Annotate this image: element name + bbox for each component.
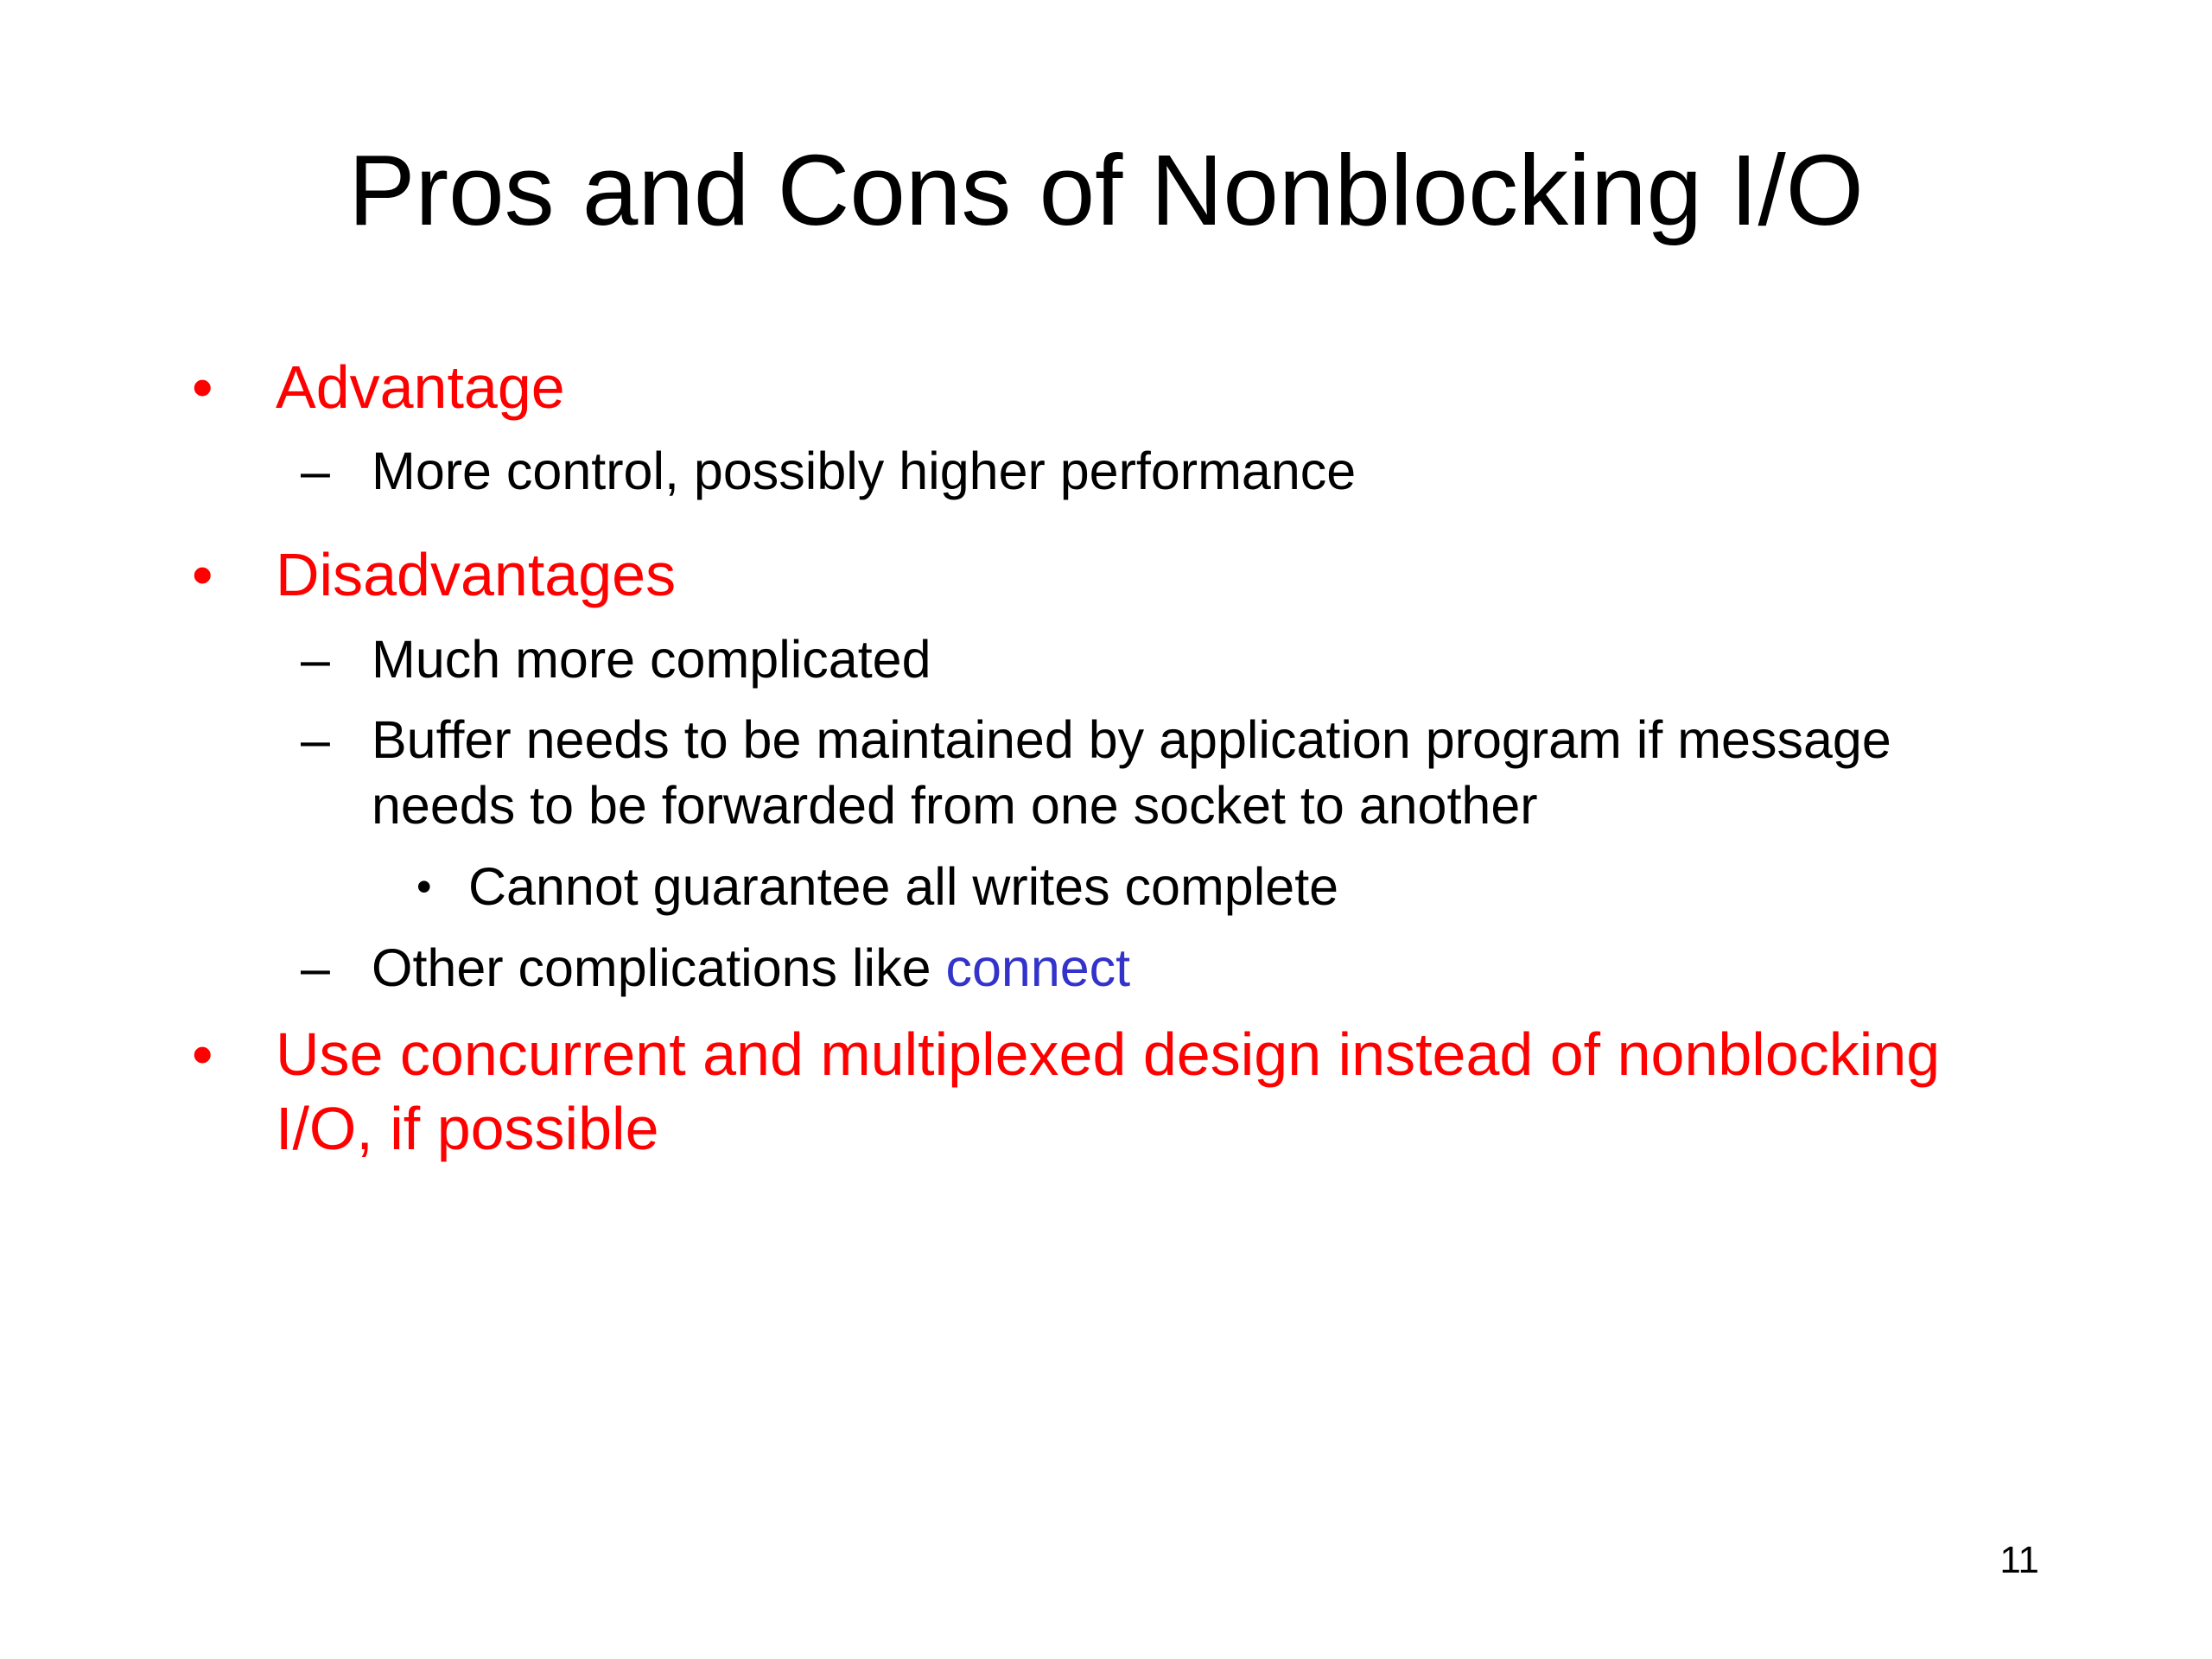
sub-item-text: [372, 935, 1130, 1001]
sub-item-plain-text: Other complications like: [372, 938, 946, 997]
small-bullet-marker: •: [416, 862, 432, 911]
bullet-advantage-label: Advantage: [276, 353, 565, 421]
dash-marker: –: [301, 938, 330, 997]
bullet-recommendation-line-2: I/O, if possible: [276, 1095, 659, 1162]
connect-link[interactable]: connect: [945, 938, 1131, 997]
sub-item-text-line-2: needs to be forwarded from one socket to another: [372, 776, 1538, 835]
bullet-disadvantages-label: Disadvantages: [276, 541, 677, 608]
page-number: 11: [1999, 1539, 2039, 1581]
dash-marker: –: [301, 442, 330, 500]
sub-item-text-line-1: Buffer needs to be maintained by application program if message: [372, 710, 1891, 769]
sub-item-text: More control, possibly higher performance: [372, 442, 1357, 500]
slide-title: Pros and Cons of Nonblocking I/O: [348, 134, 1864, 246]
sub-sub-item-text: Cannot guarantee all writes complete: [468, 857, 1339, 916]
bullet-marker: •: [192, 1020, 213, 1088]
dash-marker: –: [301, 630, 330, 689]
bullet-marker: •: [192, 541, 213, 608]
dash-marker: –: [301, 710, 330, 769]
bullet-recommendation-line-1: Use concurrent and multiplexed design instead of nonblocking: [276, 1020, 1941, 1088]
bullet-marker: •: [192, 353, 213, 421]
sub-item-text: Much more complicated: [372, 630, 931, 689]
